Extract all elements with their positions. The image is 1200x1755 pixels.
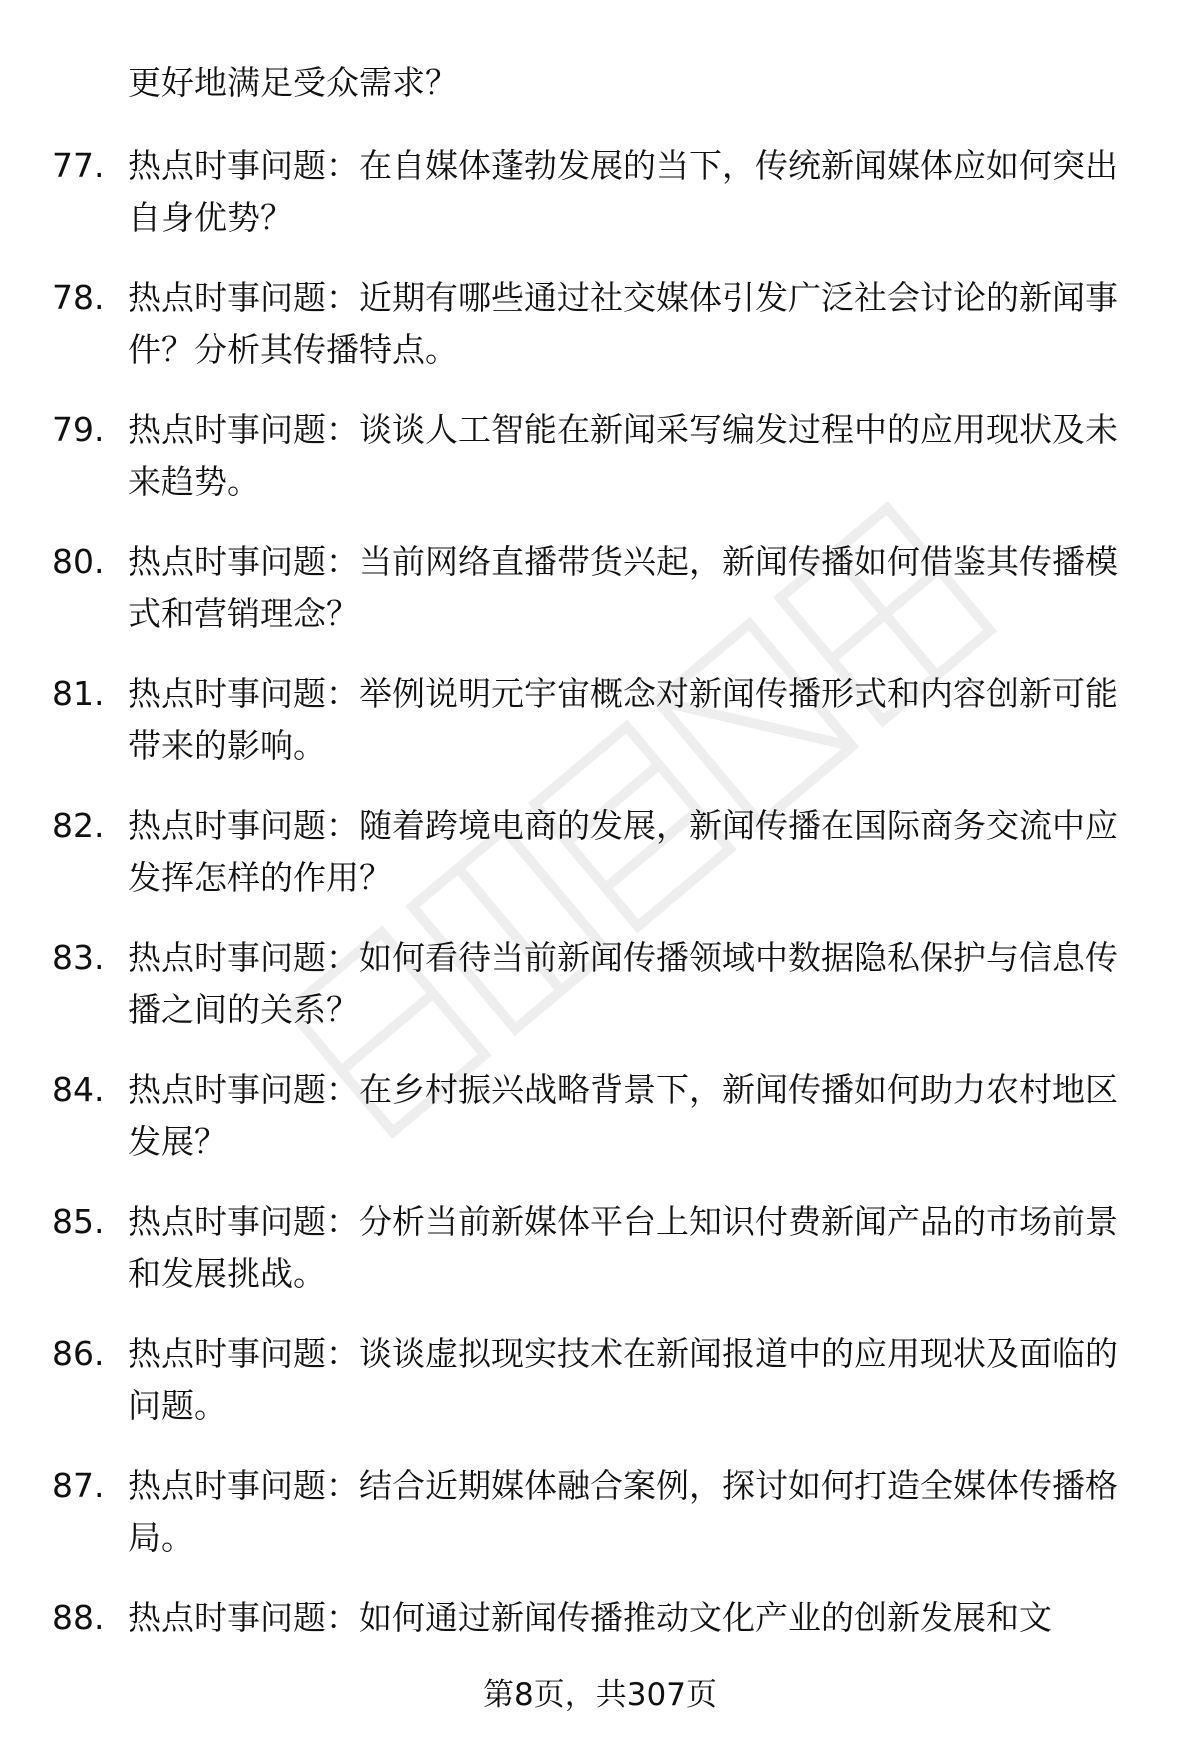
question-text: 热点时事问题：谈谈虚拟现实技术在新闻报道中的应用现状及面临的问题。 (128, 1334, 1118, 1425)
question-number: 81. (52, 674, 105, 713)
question-number: 85. (52, 1202, 105, 1241)
question-number: 87. (52, 1466, 105, 1505)
question-item (0, 404, 1200, 508)
question-item (0, 800, 1200, 904)
question-text: 热点时事问题：在乡村振兴战略背景下，新闻传播如何助力农村地区发展？ (128, 1070, 1118, 1161)
question-text: 热点时事问题：在自媒体蓬勃发展的当下，传统新闻媒体应如何突出自身优势？ (128, 146, 1118, 237)
question-number: 88. (52, 1598, 105, 1637)
question-text: 热点时事问题：随着跨境电商的发展，新闻传播在国际商务交流中应发挥怎样的作用？ (128, 806, 1118, 897)
question-number: 84. (52, 1070, 105, 1109)
question-item (0, 932, 1200, 1036)
question-item (0, 668, 1200, 772)
question-number: 83. (52, 938, 105, 977)
question-text: 热点时事问题：当前网络直播带货兴起，新闻传播如何借鉴其传播模式和营销理念？ (128, 542, 1118, 633)
question-list (0, 140, 1200, 1672)
question-number: 80. (52, 542, 105, 581)
question-text: 热点时事问题：分析当前新媒体平台上知识付费新闻产品的市场前景和发展挑战。 (128, 1202, 1118, 1293)
question-number: 77. (52, 146, 105, 185)
question-item (0, 1592, 1200, 1644)
question-item (0, 1064, 1200, 1168)
question-text: 热点时事问题：如何看待当前新闻传播领域中数据隐私保护与信息传播之间的关系？ (128, 938, 1118, 1029)
question-text: 热点时事问题：近期有哪些通过社交媒体引发广泛社会讨论的新闻事件？分析其传播特点。 (128, 278, 1118, 369)
question-item (0, 536, 1200, 640)
question-number: 78. (52, 278, 105, 317)
question-text: 热点时事问题：如何通过新闻传播推动文化产业的创新发展和文 (128, 1598, 1052, 1637)
question-text: 热点时事问题：结合近期媒体融合案例，探讨如何打造全媒体传播格局。 (128, 1466, 1118, 1557)
question-item (0, 272, 1200, 376)
question-item (0, 1328, 1200, 1432)
question-item (0, 140, 1200, 244)
question-number: 86. (52, 1334, 105, 1373)
question-number: 82. (52, 806, 105, 845)
continuation-text: 更好地满足受众需求？ (128, 63, 458, 102)
question-text: 热点时事问题：谈谈人工智能在新闻采写编发过程中的应用现状及未来趋势。 (128, 410, 1118, 501)
page-footer: 第8页，共307页 (483, 1677, 717, 1713)
question-number: 79. (52, 410, 105, 449)
question-item (0, 1196, 1200, 1300)
question-item (0, 1460, 1200, 1564)
question-text: 热点时事问题：举例说明元宇宙概念对新闻传播形式和内容创新可能带来的影响。 (128, 674, 1118, 765)
